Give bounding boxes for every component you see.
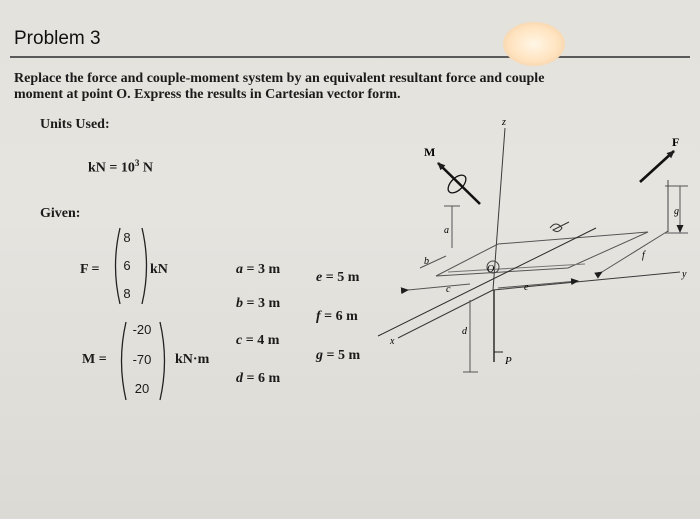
plate-corner-mark [550,222,569,232]
fig-label-c: c [446,284,451,295]
force-component-y: 6 [123,258,131,273]
moment-unit: kN·m [175,352,210,367]
dim-e-arrow [498,281,578,288]
kn-definition-exponent: 3 [134,158,140,168]
force-vector-name: F = [80,262,100,277]
kn-definition-rhs: N [139,160,153,176]
moment-component-y: -70 [132,352,152,367]
fig-label-e: e [524,282,529,293]
dim-c-symbol: c [236,333,243,348]
fig-label-o: O [487,264,495,275]
dim-f-arrow [602,231,668,272]
dim-b-value: = 3 m [243,296,281,311]
fig-label-f: F [672,135,680,149]
dim-g-symbol: g [316,348,323,363]
fig-label-d: d [462,326,467,337]
moment-component-z: 20 [134,381,150,396]
fig-label-m: M [424,145,436,159]
dim-e-symbol: e [316,270,323,285]
dim-b-symbol: b [236,296,243,311]
fig-label-x: x [390,336,395,347]
dim-a-symbol: a [236,262,243,277]
fig-label-b: b [424,256,429,267]
force-unit: kN [150,262,168,277]
statement-line-1: Replace the force and couple-moment system by an equivalent resultant force and couple [14,71,545,86]
force-f-vector [640,151,674,182]
base-plate [436,232,648,276]
dim-c-value: = 4 m [242,333,280,348]
moment-m-curl [445,172,469,196]
statement-line-2: moment at point O. Express the results in Cartesian vector form. [14,87,401,102]
dim-e-value: = 5 m [322,270,360,285]
force-component-x: 8 [123,230,131,245]
fig-label-p: P [505,355,512,367]
dim-d-value: = 6 m [243,371,281,386]
problem-title: Problem 3 [14,28,101,49]
dim-g-value: = 5 m [323,348,361,363]
dim-f-symbol: f [316,309,321,324]
x-axis [398,290,493,338]
dim-d-symbol: d [236,371,243,386]
moment-vector-name: M = [82,352,107,367]
dim-f-value: = 6 m [320,309,358,324]
moment-component-x: -20 [132,322,152,337]
force-component-z: 8 [123,286,131,301]
fig-label-a: a [444,225,449,236]
units-used-label: Units Used: [40,117,110,132]
dim-a-value: = 3 m [243,262,281,277]
fig-label-f-dim: f [642,250,645,261]
dim-c-arrow [408,284,470,290]
moment-m-vector [438,163,480,204]
fig-label-y: y [682,269,687,280]
given-label: Given: [40,206,81,221]
kn-definition-lhs: kN = 10 [88,160,135,176]
y-axis [493,272,680,290]
fig-label-z: z [502,117,506,128]
fig-label-g: g [674,206,679,217]
